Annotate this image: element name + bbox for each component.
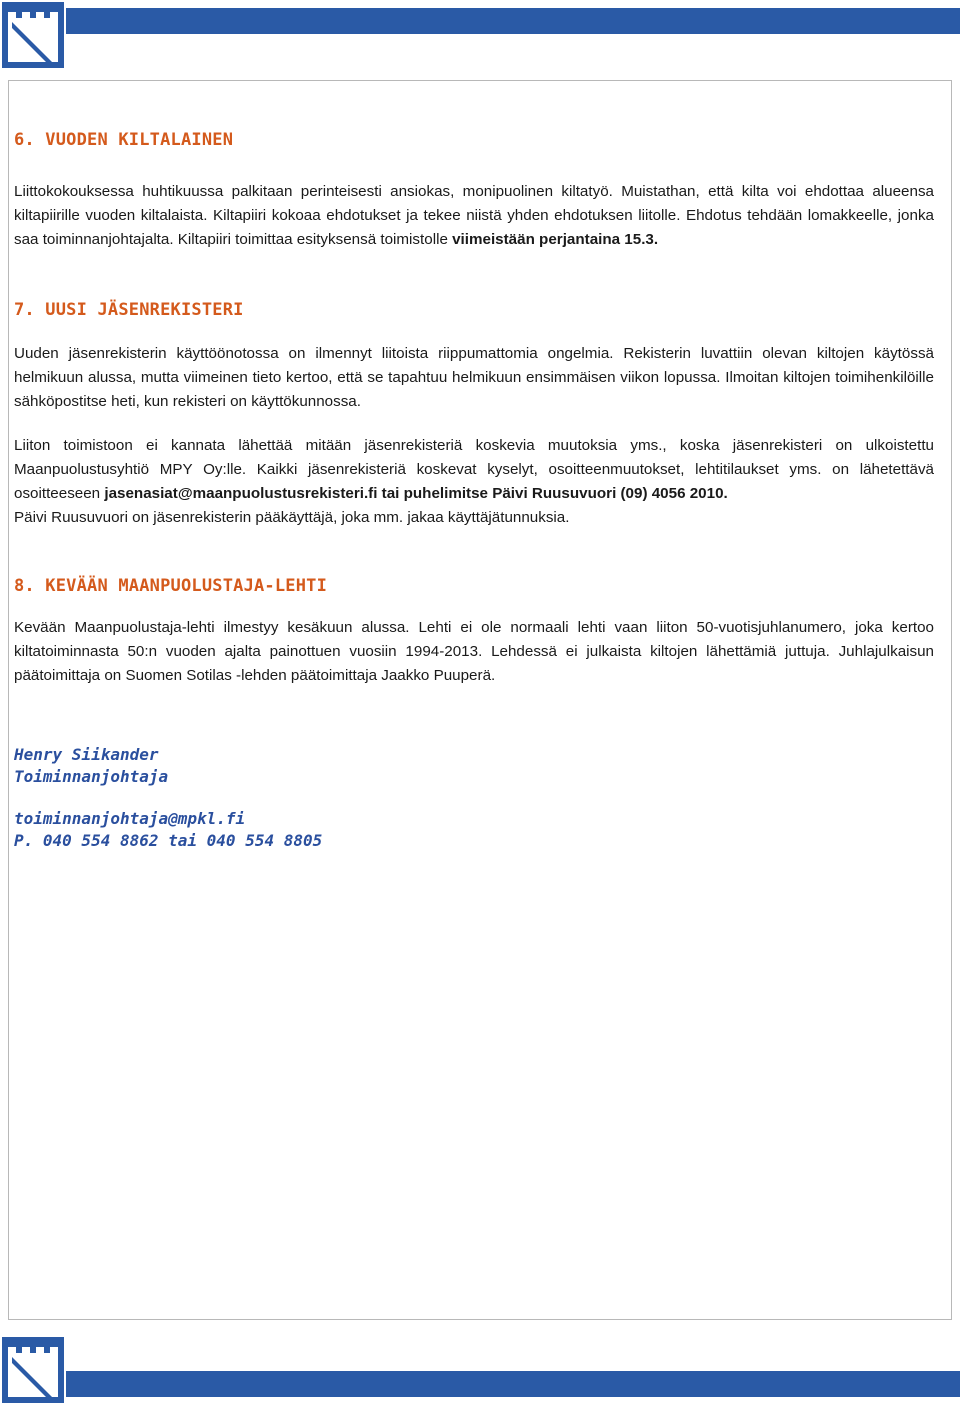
header-stripe <box>66 8 960 34</box>
logo-icon <box>2 1337 64 1403</box>
signature-email[interactable]: toiminnanjohtaja@mpkl.fi <box>14 809 246 828</box>
section-8-paragraph: Kevään Maanpuolustaja-lehti ilmestyy kesäkuun alussa. Lehti ei ole normaali lehti vaan liiton 50-vuotisjuhlanumero, joka kertoo kiltatoiminnasta 50:n vuoden ajalta painottuen vuosiin 1994-2013. Lehdessä ei julkaista kiltojen lähettämiä juttuja. Juhlajulkaisun päätoimittaja on Suomen Sotilas -lehden päätoimittaja Jaakko Puuperä. <box>14 619 934 684</box>
section-heading-8: 8. KEVÄÄN MAANPUOLUSTAJA-LEHTI <box>14 576 328 596</box>
section-heading-6: 6. VUODEN KILTALAINEN <box>14 130 234 150</box>
paragraph-text: Päivi Ruusuvuori on jäsenrekisterin pääkäyttäjä, joka mm. jakaa käyttäjätunnuksia. <box>14 509 570 526</box>
document-body <box>14 130 934 852</box>
section-7-paragraph-2 <box>14 434 934 530</box>
section-heading-7: 7. UUSI JÄSENREKISTERI <box>14 300 244 320</box>
signature-title: Toiminnanjohtaja <box>14 767 169 786</box>
signature-phone: P. 040 554 8862 tai 040 554 8805 <box>14 831 323 850</box>
paragraph-text: Liiton toimistoon ei kannata lähettää mitään jäsenrekisteriä koskevia muutoksia yms., koska jäsenrekisteri on ulkoistettu Maanpuolustusyhtiö MPY Oy:lle. Kaikki jäsenrekisteriä koskevat kyselyt, osoitteenmuutokset, lehtitilaukset yms. on lähetettävä osoitteeseen <box>14 437 934 502</box>
signature-block <box>14 744 934 852</box>
logo-icon <box>2 2 64 68</box>
signature-name: Henry Siikander <box>14 745 159 764</box>
section-7-paragraph-1: Uuden jäsenrekisterin käyttöönotossa on ilmennyt liitoista riippumattomia ongelmia. Rekisterin luvattiin olevan kiltojen käytössä helmikuun alussa, mutta viimeinen tieto kertoo, että se tapahtuu helmikuun ensimmäisen viikon lopussa. Ilmoitan kiltojen toimihenkilöille sähköpostitse heti, kun rekisteri on käyttökunnossa. <box>14 345 934 410</box>
contact-text: jasenasiat@maanpuolustusrekisteri.fi tai puhelimitse Päivi Ruusuvuori (09) 4056 2010. <box>104 485 728 502</box>
paragraph-text: Liittokokouksessa huhtikuussa palkitaan perinteisesti ansiokas, monipuolinen kiltatyö. Muistathan, että kilta voi ehdottaa alueensa kiltapiirille vuoden kiltalaista. Kiltapiiri kokoaa ehdotukset ja tekee niistä yhden ehdotuksen liitolle. Ehdotus tehdään lomakkeelle, jonka saa toiminnanjohtajalta. Kiltapiiri toimittaa esityksensä toimistolle <box>14 183 934 248</box>
deadline-text: viimeistään perjantaina 15.3. <box>452 231 659 248</box>
footer-stripe <box>66 1371 960 1397</box>
section-6-paragraph <box>14 180 934 252</box>
